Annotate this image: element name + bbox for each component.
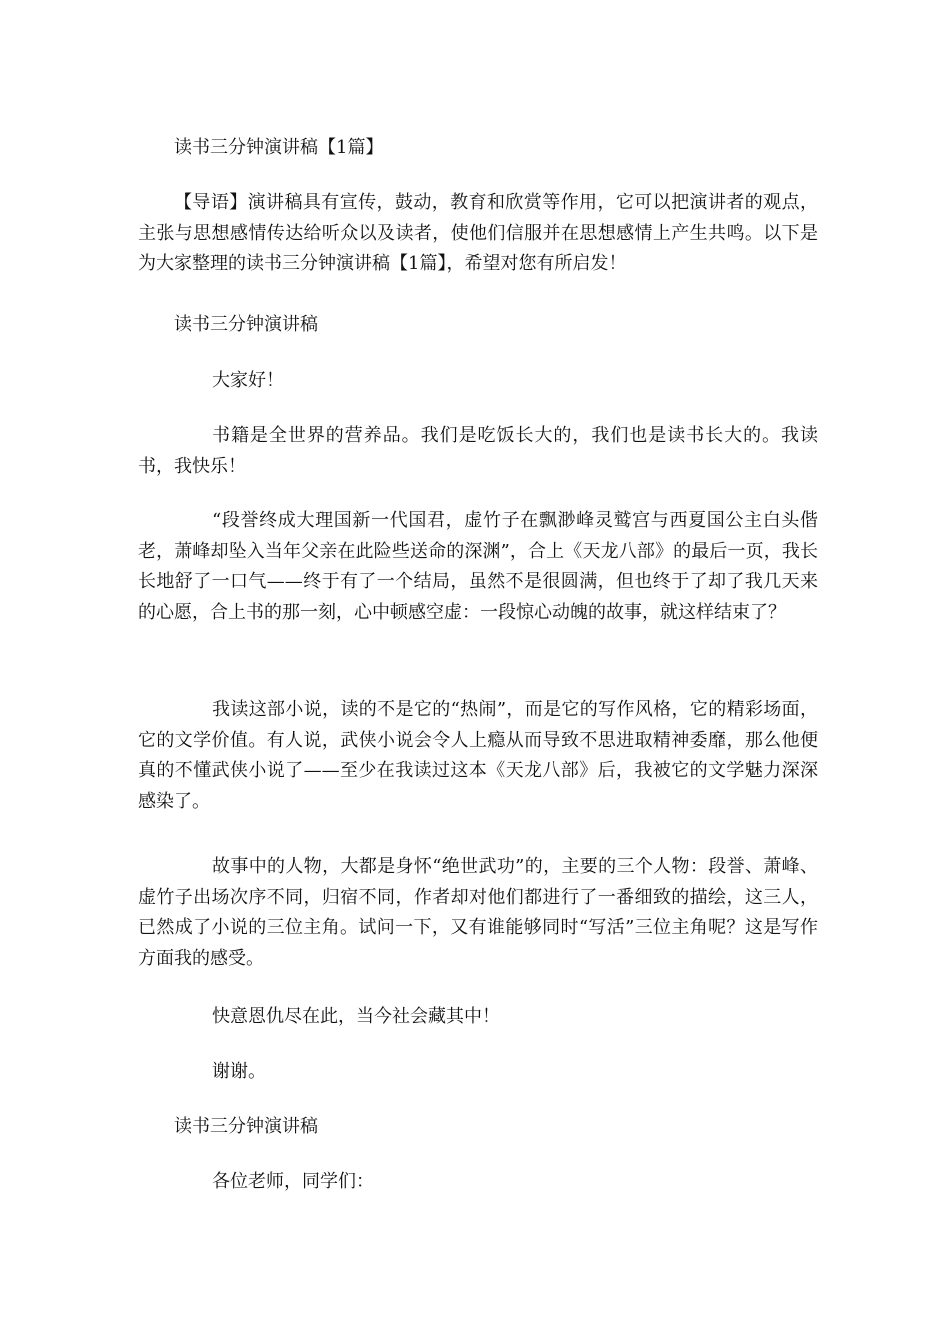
closing: 谢谢。 (212, 1061, 266, 1082)
body-paragraph: 书籍是全世界的营养品。我们是吃饭长大的，我们也是读书长大的。我读书，我快乐！ (138, 425, 818, 477)
body-paragraph: “段誉终成大理国新一代国君，虚竹子在飘渺峰灵鹫宫与西夏国公主白头偕老，萧峰却坠入当年父亲在此险些送命的深渊”，合上《天龙八部》的最后一页，我长长地舒了一口气——终于有了一个结局，虽然不是很圆满，但也终于了却了我几天来的心愿，合上书的那一刻，心中顿感空虚：一段惊心动魄的故事，就这样结束了？ (138, 510, 818, 623)
section-heading: 读书三分钟演讲稿 (174, 1116, 318, 1137)
body-paragraph: 故事中的人物，大都是身怀“绝世武功”的，主要的三个人物：段誉、萧峰、虚竹子出场次序不同，归宿不同，作者却对他们都进行了一番细致的描绘，这三人，已然成了小说的三位主角。试问一下，又有谁能够同时“写活”三位主角呢？这是写作方面我的感受。 (138, 856, 818, 969)
document-title: 读书三分钟演讲稿【1篇】 (174, 137, 384, 158)
body-paragraph: 我读这部小说，读的不是它的“热闹”，而是它的写作风格，它的精彩场面，它的文学价值。有人说，武侠小说会令人上瘾从而导致不思进取精神委靡，那么他便真的不懂武侠小说了——至少在我读过这本《天龙八部》后，我被它的文学魅力深深感染了。 (138, 699, 818, 812)
greeting: 各位老师，同学们： (212, 1171, 374, 1192)
intro-paragraph: 【导语】演讲稿具有宣传，鼓动，教育和欣赏等作用，它可以把演讲者的观点，主张与思想感情传达给听众以及读者，使他们信服并在思想感情上产生共鸣。以下是为大家整理的读书三分钟演讲稿【1篇】，希望对您有所启发！ (138, 192, 818, 274)
greeting: 大家好！ (212, 370, 284, 391)
section-heading: 读书三分钟演讲稿 (174, 314, 318, 335)
body-paragraph: 快意恩仇尽在此，当今社会藏其中！ (212, 1006, 500, 1027)
